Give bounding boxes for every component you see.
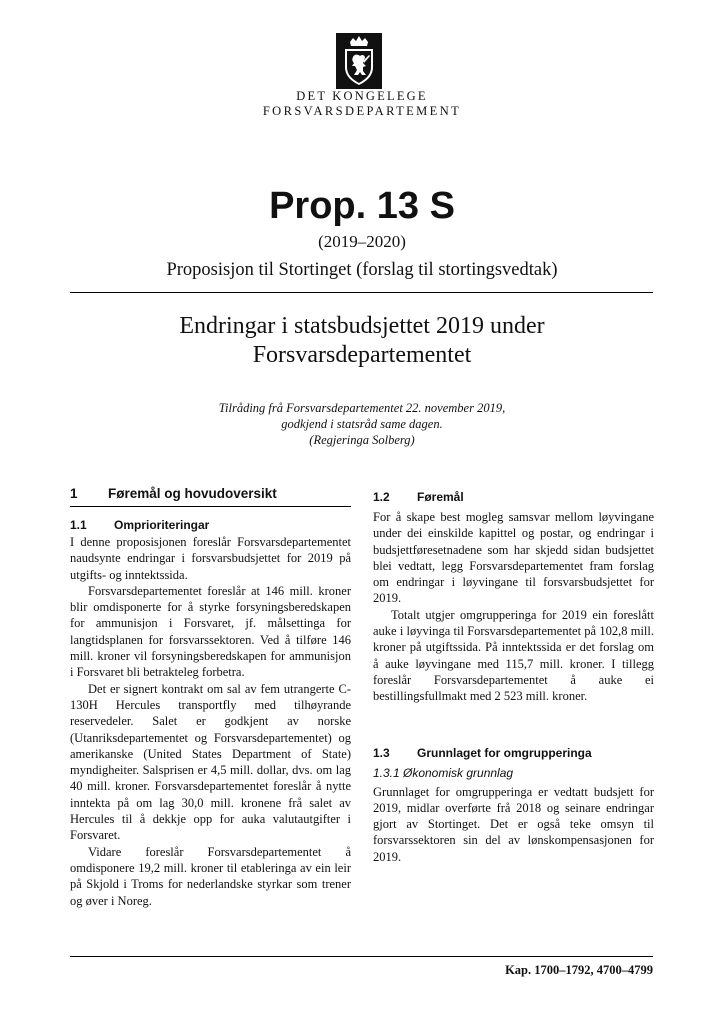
coat-of-arms-logo <box>336 33 382 89</box>
section-1-2-heading <box>373 489 654 505</box>
submission-line-2: godkjend i statsråd same dagen. <box>281 417 443 431</box>
proposition-subtitle: Proposisjon til Stortinget (forslag til stortingsvedtak) <box>166 260 558 280</box>
section-number: 1.1 <box>70 518 87 532</box>
paragraph: Vidare foreslår Forsvarsdepartementet å omdisponere 19,2 mill. kroner til etableringa av ein leir på Skjold i Troms for nederlandske styrkar som trener og øver i Noreg. <box>70 844 351 908</box>
divider-bottom <box>70 956 653 957</box>
left-column <box>70 485 351 909</box>
document-title-line-2: Forsvarsdepartementet <box>252 342 472 368</box>
submission-line-1: Tilråding frå Forsvarsdepartementet 22. november 2019, <box>218 401 506 415</box>
paragraph: Det er signert kontrakt om sal av fem utrangerte C-130H Hercules transportfly med tilhøyrande reservedeler. Salet er godkjent av norske (Utanriksdepartementet og Forsvarsdepartementet) og amerikanske (United States Department of State) myndigheiter. Salsprisen er 4,5 mill. dollar, dvs. om lag 40 mill. kroner. Forsvarsdepartementet foreslår å nytte inntekta på om lag 30,0 mill. kronene frå salet av Hercules til å dekkje opp for auka valutautgifter i Forsvaret. <box>70 681 351 843</box>
section-title: Føremål og hovudoversikt <box>108 486 277 501</box>
section-1-3-heading <box>373 745 654 761</box>
paragraph: Grunnlaget for omgrupperinga er vedtatt budsjett for 2019, midlar overførte frå 2018 og seinare endringar gjort av Stortinget. Det er også teke omsyn til forsvarssektoren sin del av lønskompensasjonen for 2019. <box>373 784 654 864</box>
right-column <box>373 485 654 865</box>
divider-top <box>70 292 653 293</box>
paragraph: Totalt utgjer omgrupperinga for 2019 ein foreslått auke i løyvinga til Forsvarsdepartementet på 102,8 mill. kroner på utgiftssida. På inntektssida er det forslag om å auke løyvingane med 115,7 mill. kroner. I tillegg foreslår Forsvarsdepartementet å auke ei bestillingsfullmakt med 2 523 mill. kroner. <box>373 607 654 704</box>
section-number: 1.3 <box>373 745 390 760</box>
paragraph: I denne proposisjonen foreslår Forsvarsdepartementet naudsynte endringar i forsvarsbudsjettet for 2019 på utgifts- og inntektssida. <box>70 535 351 582</box>
section-number: 1.2 <box>373 490 390 504</box>
footer-chapter-range: Kap. 1700–1792, 4700–4799 <box>505 963 653 977</box>
section-title: Omprioriteringar <box>114 518 210 532</box>
document-title <box>100 312 624 370</box>
document-title-line-1: Endringar i statsbudsjettet 2019 under <box>179 313 545 339</box>
section-title: Økonomisk grunnlag <box>403 765 514 780</box>
ministry-line-1: DET KONGELEGE <box>296 89 428 103</box>
section-1-3-1-heading <box>373 765 654 781</box>
paragraph: For å skape best mogleg samsvar mellom løyvingane under dei einskilde kapittel og postar, og endringar i budsjettføresetnadene som har skjedd sidan budsjettet blei vedtatt, legg Forsvarsdepartementet fram forslag om endringar i løyvingane til forsvarsbudsjettet for 2019. <box>373 510 654 606</box>
submission-note <box>0 400 724 448</box>
proposition-title: Prop. 13 S <box>269 185 455 227</box>
section-title: Grunnlaget for omgrupperinga <box>417 745 592 760</box>
ministry-line-2: FORSVARSDEPARTEMENT <box>262 104 462 118</box>
submission-line-3: (Regjeringa Solberg) <box>309 433 415 447</box>
section-1-heading <box>70 485 351 507</box>
section-number: 1 <box>70 486 78 501</box>
proposition-years: (2019–2020) <box>318 232 406 251</box>
section-title: Føremål <box>417 490 464 504</box>
paragraph: Forsvarsdepartementet foreslår at 146 mill. kroner blir omdisponerte for å styrke forsyningsberedskapen for ammunisjon i Forsvaret, jf. målsettinga for langtidsplanen for forsvarssektoren. Ved å tilføre 146 mill. kroner vil forsyningsberedskapen for ammunisjon i Forsvaret bli betrakteleg forbetra. <box>70 583 351 680</box>
section-number: 1.3.1 <box>373 765 400 780</box>
section-1-1-heading <box>70 517 351 533</box>
